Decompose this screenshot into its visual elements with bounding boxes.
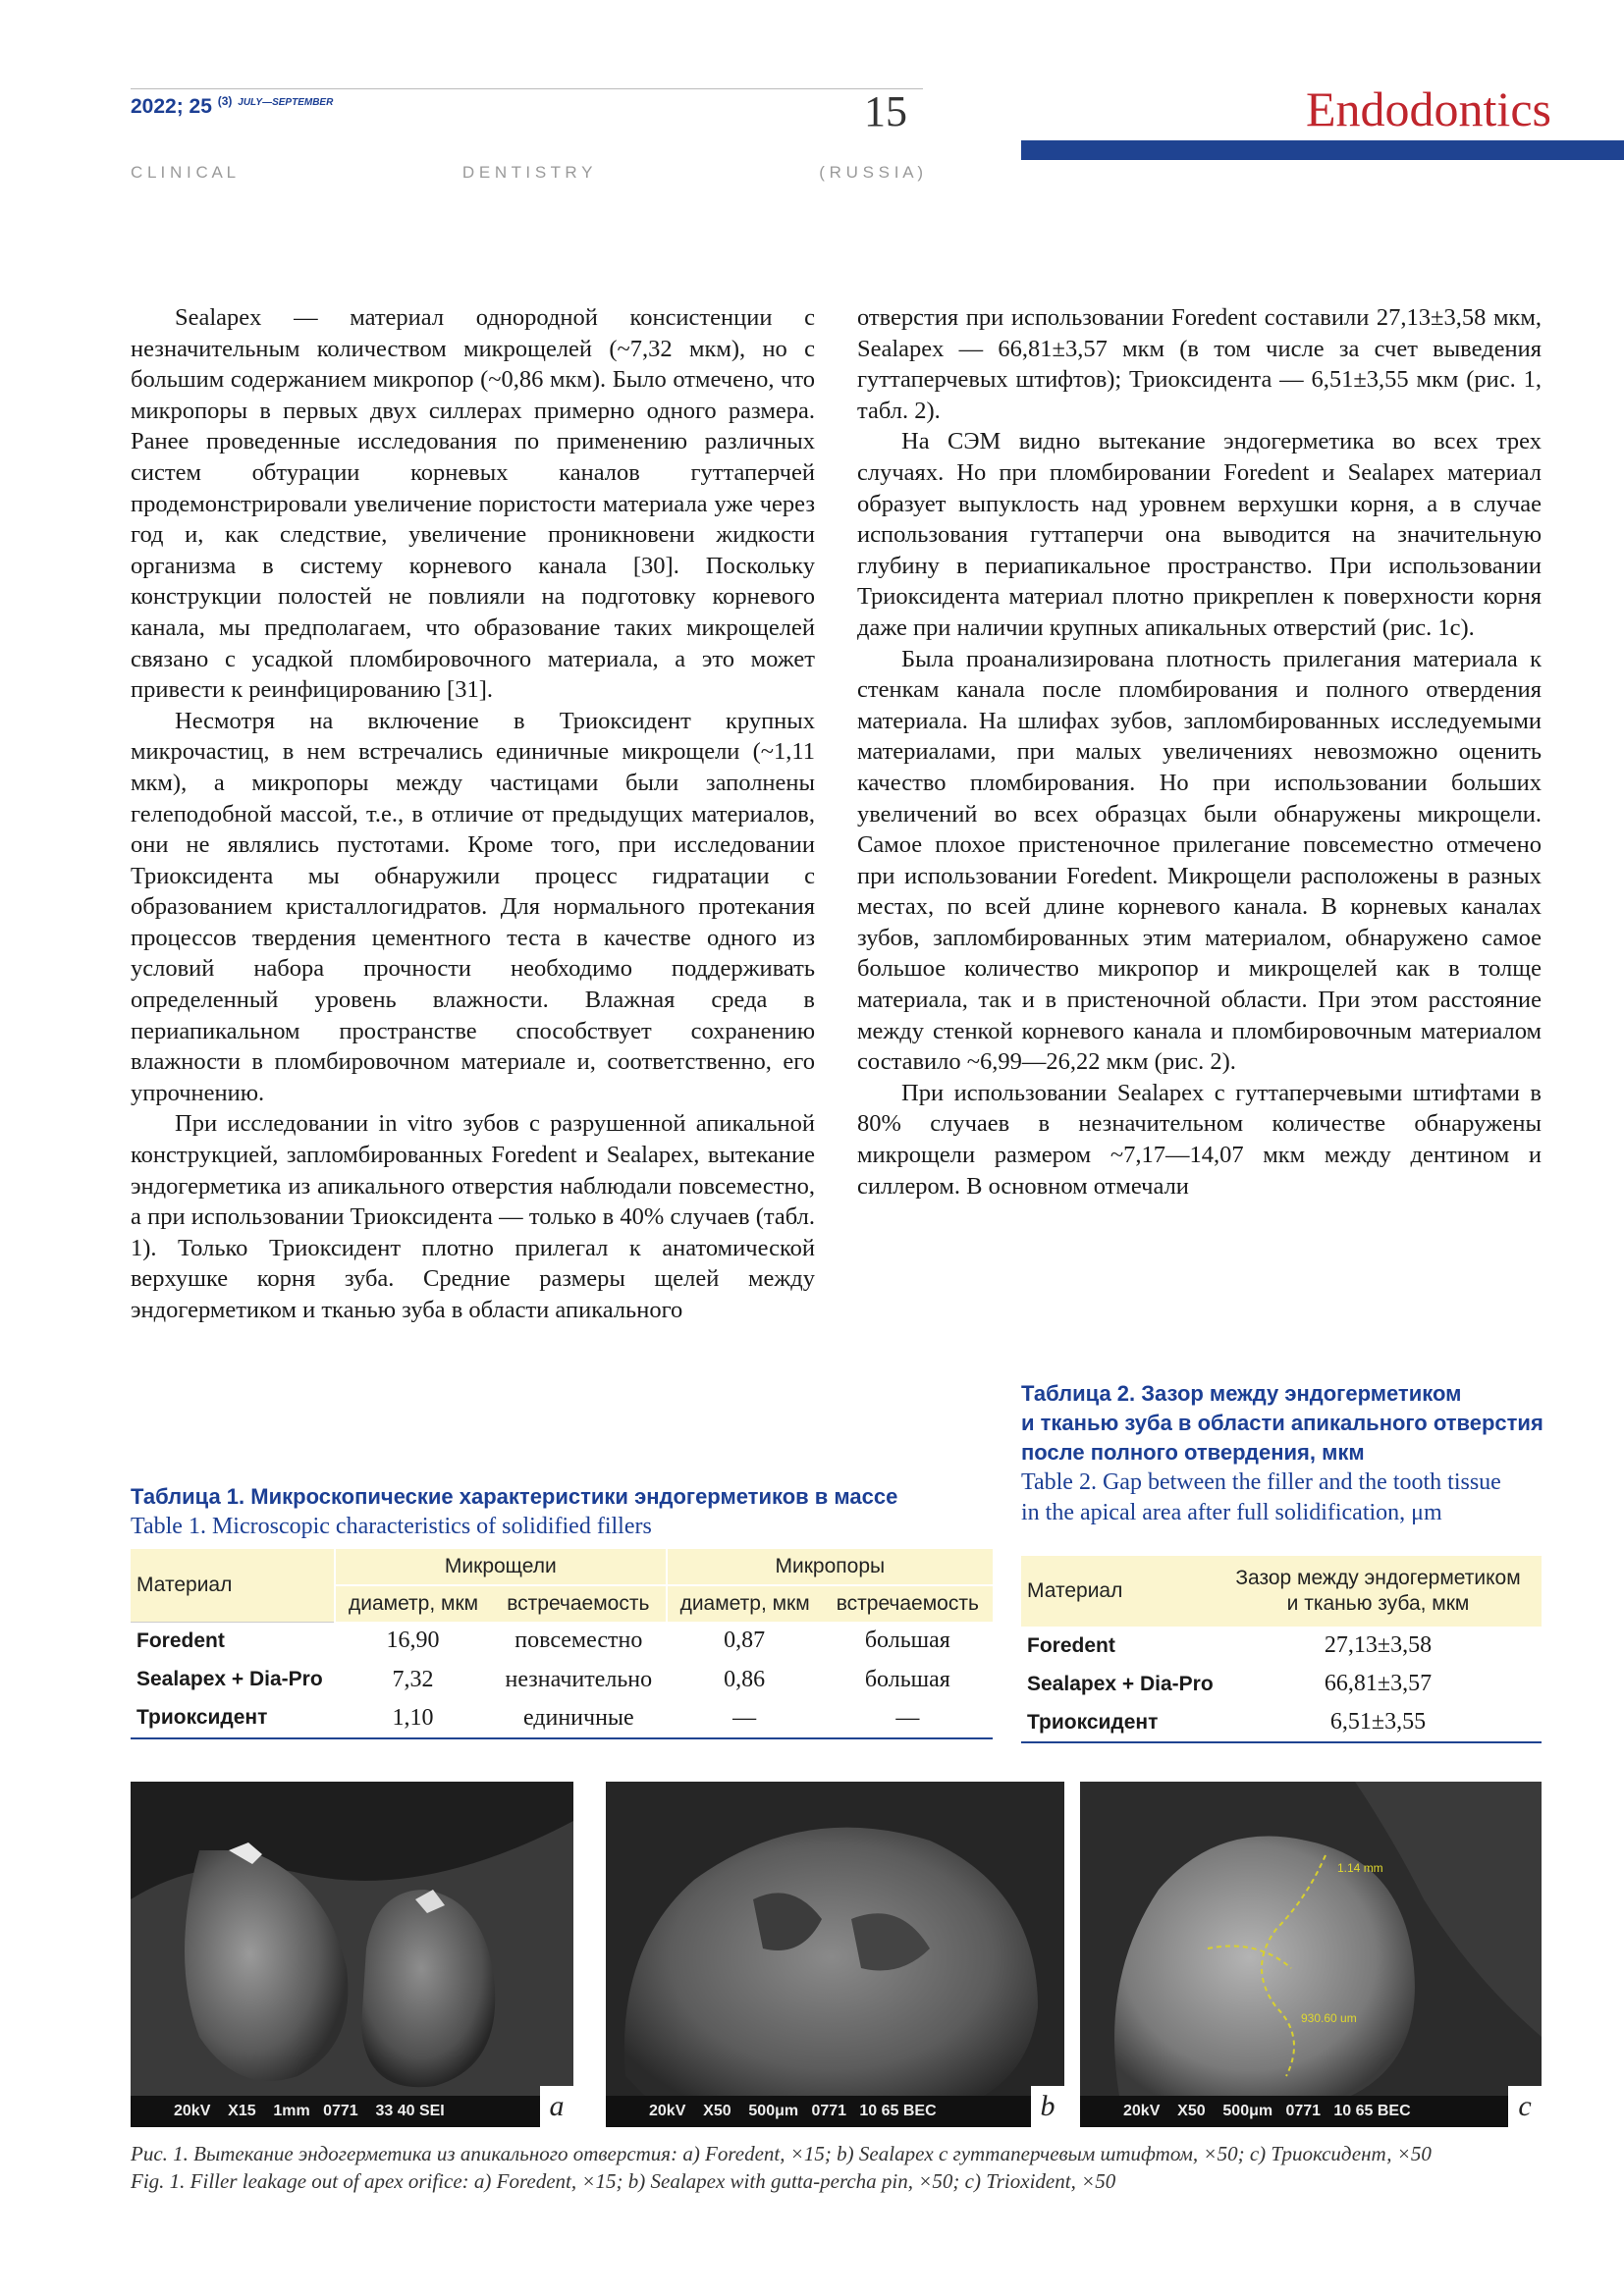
sem-micrograph-b [606, 1782, 1064, 2127]
paragraph: При использовании Sealapex с гуттаперчевыми штифтами в 80% случаев в незначительном количестве обнаружены микрощели размером ~7,17—14,07 мкм между дентином и силлером. В основном отмечали [857, 1079, 1542, 1200]
text-column-left [131, 302, 815, 1326]
table-row [131, 1622, 993, 1661]
figure-caption: Рис. 1. Вытекание эндогерметика из апикального отверстия: a) Foredent, ×15; b) Sealapex с гуттаперчевым штифтом, ×50; c) Триоксидент, ×50 Fig. 1. Filler leakage out of apex orifice: a) Foredent, ×15; b) Sealapex with gutta-percha pin, ×50; c) Trioxident, ×50 [131, 2142, 1432, 2193]
sem-info-bar: 20kV X50 500μm 0771 10 65 BEC [1080, 2096, 1542, 2127]
sem-info-bar: 20kV X15 1mm 0771 33 40 SEI [131, 2096, 573, 2127]
table2 [1021, 1556, 1542, 1743]
table-cell: большая [864, 1628, 950, 1654]
table-cell: Foredent [136, 1629, 225, 1652]
table2-header-gap: Зазор между эндогерметиком и тканью зуба, мкм [1215, 1556, 1542, 1627]
table1-subheader: диаметр, мкм [667, 1585, 823, 1622]
table-row [1021, 1703, 1542, 1742]
table1-subheader: диаметр, мкм [335, 1585, 491, 1622]
table-row [131, 1699, 993, 1738]
table-cell: Foredent [1027, 1633, 1115, 1657]
table-row [131, 1661, 993, 1699]
table-row [1021, 1627, 1542, 1665]
panel-label-c: c [1508, 2086, 1542, 2127]
sem-image-b [606, 1782, 1064, 2127]
paragraph: отверстия при использовании Foredent составили 27,13±3,58 мкм, Sealapex — 66,81±3,57 мкм (в том числе за счет выведения гуттаперчевых штифтов); Триоксидента — 6,51±3,55 мкм (рис. 1, табл. 2). [857, 304, 1542, 424]
table-cell: единичные [522, 1704, 634, 1731]
panel-label-a: a [540, 2086, 573, 2127]
table2-caption: Таблица 2. Зазор между эндогерметиком и тканью зуба в области апикального отверстия после полного отвердения, мкм Table 2. Gap between the filler and the tooth tissue in the apical area after full solidification, μm [1021, 1381, 1543, 1525]
table1-header-material: Материал [131, 1549, 335, 1622]
paragraph: Была проанализирована плотность прилегания материала к стенкам канала после пломбирования и полного отвердения материала. На шлифах зубов, запломбированных исследуемыми материалами, при малых увеличениях невозможно оценить качество пломбирования. Но при использовании больших увеличений во всех образцах были обнаружены микрощели. Самое плохое пристеночное прилегание повсеместно отмечено при использовании Foredent. Микрощели расположены в разных местах, по всей длине корневого канала. В корневых каналах зубов, запломбированных этим материалом, обнаружено самое большое количество микропор и микрощелей как в толще материала, так и в пристеночной области. При этом расстояние между стенкой корневого канала и пломбировочным материалом составило ~6,99—26,22 мкм (рис. 2). [857, 645, 1542, 1076]
sem-image-c [1080, 1782, 1542, 2127]
panel-label-b: b [1031, 2086, 1064, 2127]
sem-micrograph-c [1080, 1782, 1542, 2127]
paragraph: Sealapex — материал однородной консистенции с незначительным количеством микрощелей (~7,32 мкм), но с большим содержанием микропор (~0,86 мкм). Было отмечено, что микропоры в первых двух силлерах примерно одного размера. Ранее проведенные исследования по применению различных систем обтурации корневых каналов гуттаперчей продемонстрировали увеличение пористости материала уже через год и, как следствие, увеличение проникновени жидкости организма в систему корневого канала [30]. Поскольку конструкции полостей не повлияли на подготовку корневого канала, мы предполагаем, что образование таких микрощелей связано с усадкой пломбировочного материала, а это может привести к реинфицированию [31]. [131, 304, 815, 704]
measure-label: 1.14 mm [1337, 1861, 1383, 1875]
table1-header-microcracks: Микрощели [335, 1549, 667, 1585]
section-title: Endodontics [1306, 81, 1551, 136]
table-cell: Триоксидент [1027, 1710, 1159, 1734]
paragraph: При исследовании in vitro зубов с разрушенной апикальной конструкцией, запломбированных Foredent и Sealapex, вытекание эндогерметика из апикального отверстия наблюдали повсеместно, а при использовании Триоксидента — только в 40% случаев (табл. 1). Только Триоксидент плотно прилегал к анатомической верхушке корня зуба. Средние размеры щелей между эндогерметиком и тканью зуба в области апикального [131, 1110, 815, 1323]
table-cell: 6,51±3,55 [1329, 1709, 1427, 1735]
table1-subheader: встречаемость [491, 1585, 667, 1622]
section-bar [1021, 140, 1624, 160]
table-cell: Sealapex + Dia-Pro [136, 1668, 323, 1690]
page-number: 15 [864, 87, 907, 135]
table1 [131, 1549, 993, 1739]
table-cell: — [732, 1704, 757, 1731]
table-cell: 7,32 [392, 1666, 434, 1692]
table1-caption: Таблица 1. Микроскопические характеристики эндогерметиков в массе Table 1. Microscopic characteristics of solidified fillers [131, 1484, 898, 1539]
issue-year: 2022; 25 $^{(3)}$ $^{JULY—SEPTEMBER}$ [131, 94, 334, 118]
table-cell: Sealapex + Dia-Pro [1027, 1672, 1214, 1695]
paragraph: Несмотря на включение в Триоксидент крупных микрочастиц, в нем встречались единичные микрощели (~1,11 мкм), а микропоры между частицами были заполнены гелеподобной массой, т.е., в отличие от предыдущих материалов, они не являлись пустотами. Кроме того, при исследовании Триоксидента мы обнаружили процесс гидратации с образованием кристаллогидратов. Для нормального протекания процессов твердения цементного теста в качестве одного из условий набора прочности необходимо поддерживать определенный уровень влажности. Влажная среда в периапикальном пространстве способствует сохранению влажности в пломбировочном материале и, соответственно, его упрочнению. [131, 707, 815, 1106]
table-cell: повсеместно [514, 1628, 643, 1654]
text-column-right [857, 302, 1542, 1201]
table1-subheader: встречаемость [823, 1585, 993, 1622]
table-cell: незначительно [505, 1666, 653, 1692]
sem-info-bar: 20kV X50 500μm 0771 10 65 BEC [606, 2096, 1064, 2127]
paragraph: На СЭМ видно вытекание эндогерметика во всех трех случаях. Но при пломбировании Foredent и Sealapex материал образует выпуклость над уровнем верхушки корня, а в случае использования гуттаперчи она выводится на значительную глубину в периапикальное пространство. При использовании Триоксидента материал плотно прикреплен к поверхности корня даже при наличии крупных апикальных отверстий (рис. 1с). [857, 428, 1542, 641]
table-cell: Триоксидент [136, 1706, 268, 1729]
table-row [1021, 1665, 1542, 1703]
table-cell: 0,86 [724, 1666, 766, 1692]
journal-name: C L I N I C A L D E N T I S T R Y ( R U S S I A ) [131, 163, 923, 182]
table-cell: 16,90 [386, 1628, 440, 1654]
measure-label: 930.60 um [1301, 2011, 1357, 2025]
table-cell: — [895, 1704, 920, 1731]
sem-image-a [131, 1782, 573, 2127]
table2-header-material: Материал [1021, 1556, 1215, 1627]
table-cell: 0,87 [724, 1628, 766, 1654]
table-cell: 1,10 [392, 1704, 434, 1731]
table-cell: большая [864, 1666, 950, 1692]
table-cell: 66,81±3,57 [1324, 1671, 1433, 1696]
header-rule [131, 88, 923, 89]
table1-header-micropores: Микропоры [667, 1549, 993, 1585]
table-cell: 27,13±3,58 [1324, 1632, 1433, 1658]
sem-micrograph-a [131, 1782, 573, 2127]
